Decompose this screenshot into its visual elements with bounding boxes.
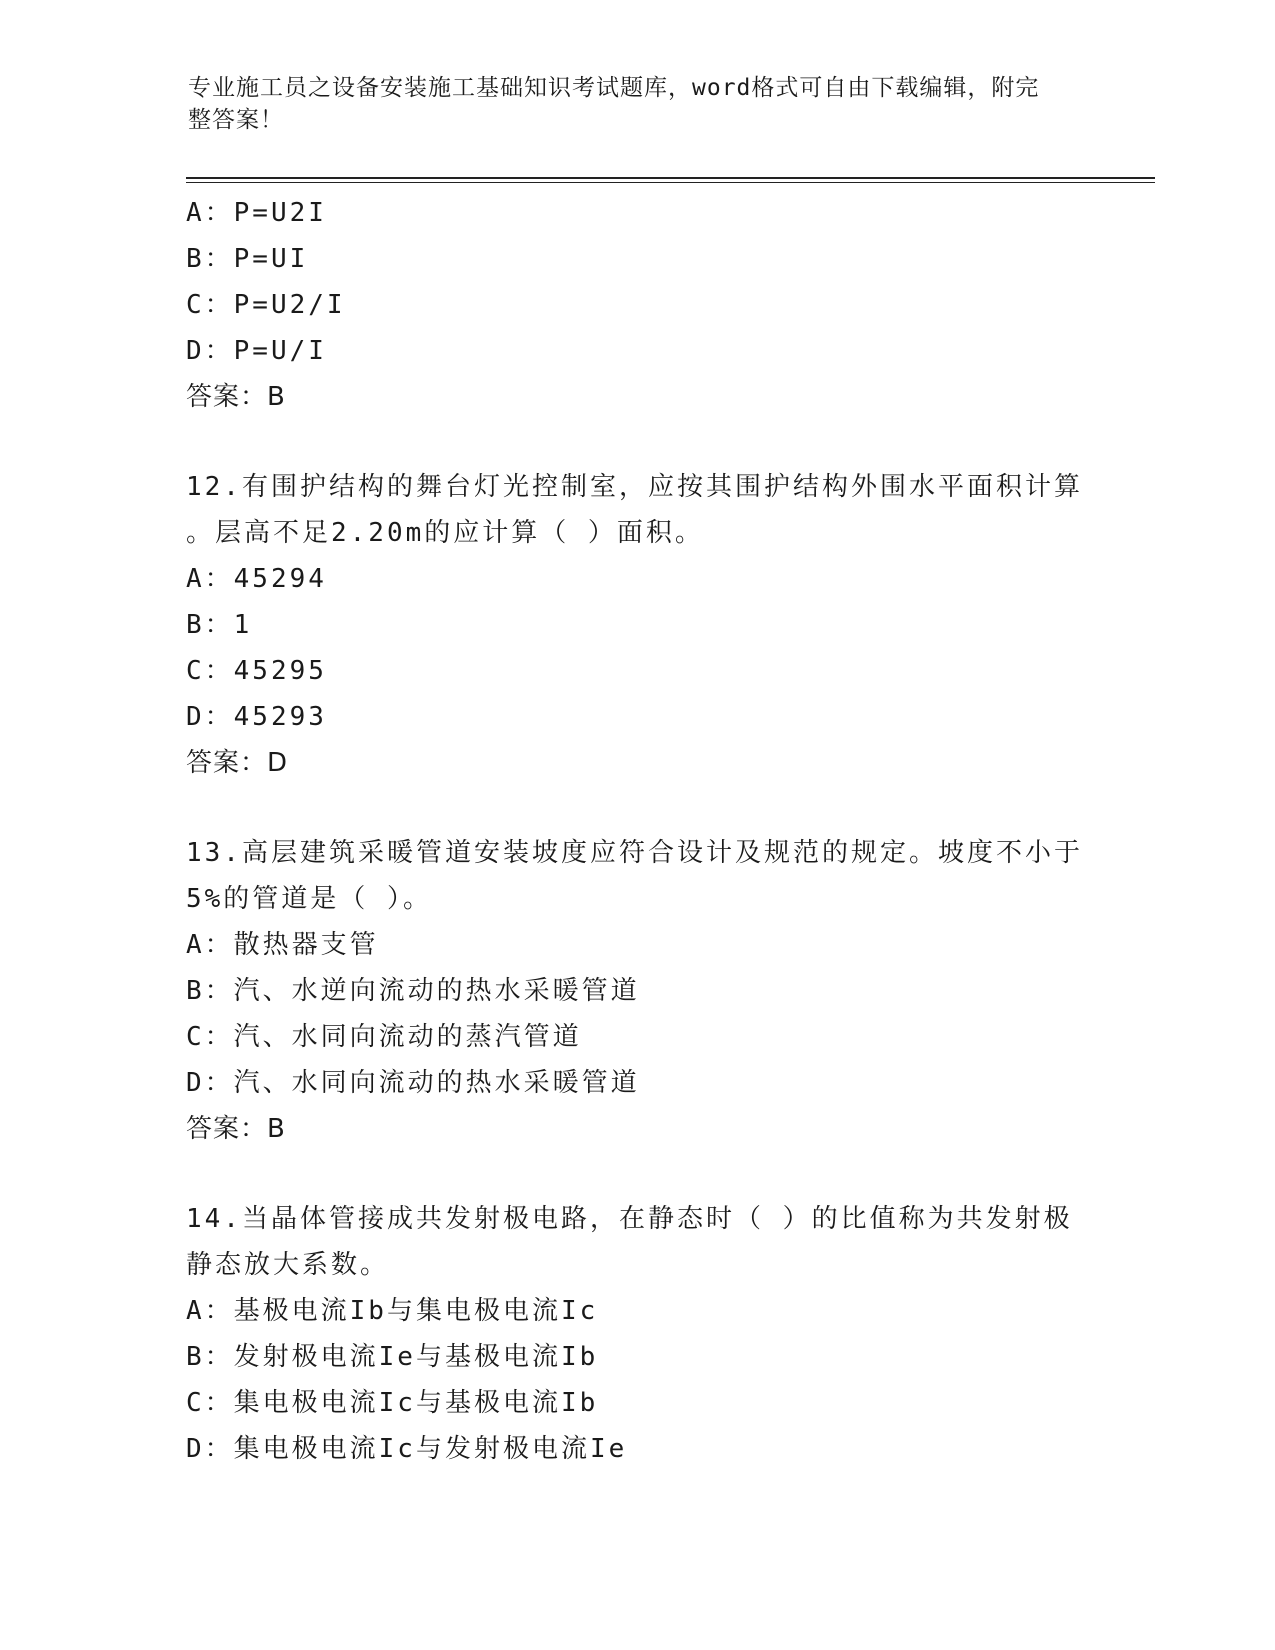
question-12: [186, 464, 1086, 786]
option-a: A：P=U2I: [186, 198, 327, 228]
option-d: D：P=U/I: [186, 336, 327, 366]
document-body: [186, 190, 1086, 1472]
option-b: B：P=UI: [186, 244, 309, 274]
option-b: B：1: [186, 610, 253, 640]
option-d: D：集电极电流Ic与发射极电流Ie: [186, 1434, 628, 1464]
question-11: [186, 190, 1086, 420]
header-line-1: 专业施工员之设备安装施工基础知识考试题库，word格式可自由下载编辑，附完: [188, 75, 1040, 101]
option-a: A：散热器支管: [186, 930, 379, 960]
answer-line: 答案：D: [186, 748, 289, 778]
header-line-2: 整答案！: [188, 107, 284, 133]
option-a: A：45294: [186, 564, 327, 594]
answer-line: 答案：B: [186, 1114, 286, 1144]
option-b: B：汽、水逆向流动的热水采暖管道: [186, 976, 640, 1006]
question-text-line-2: 。层高不足2.20m的应计算（ ）面积。: [186, 518, 704, 548]
header-rule-thin: [186, 182, 1155, 183]
document-header: [188, 72, 1088, 136]
question-text-line-1: 12.有围护结构的舞台灯光控制室，应按其围护结构外围水平面积计算: [186, 472, 1083, 502]
option-a: A：基极电流Ib与集电极电流Ic: [186, 1296, 599, 1326]
option-d: D：45293: [186, 702, 327, 732]
header-rule-thick: [186, 177, 1155, 179]
question-text-line-1: 13.高层建筑采暖管道安装坡度应符合设计及规范的规定。坡度不小于: [186, 838, 1083, 868]
option-d: D：汽、水同向流动的热水采暖管道: [186, 1068, 640, 1098]
option-b: B：发射极电流Ie与基极电流Ib: [186, 1342, 599, 1372]
answer-line: 答案：B: [186, 382, 286, 412]
option-c: C：P=U2/I: [186, 290, 346, 320]
question-text-line-2: 5%的管道是（ ）。: [186, 884, 432, 914]
option-c: C：汽、水同向流动的蒸汽管道: [186, 1022, 582, 1052]
question-14: [186, 1196, 1086, 1472]
option-c: C：45295: [186, 656, 327, 686]
question-13: [186, 830, 1086, 1152]
option-c: C：集电极电流Ic与基极电流Ib: [186, 1388, 599, 1418]
question-text-line-1: 14.当晶体管接成共发射极电路，在静态时（ ）的比值称为共发射极: [186, 1204, 1073, 1234]
question-text-line-2: 静态放大系数。: [186, 1250, 390, 1280]
